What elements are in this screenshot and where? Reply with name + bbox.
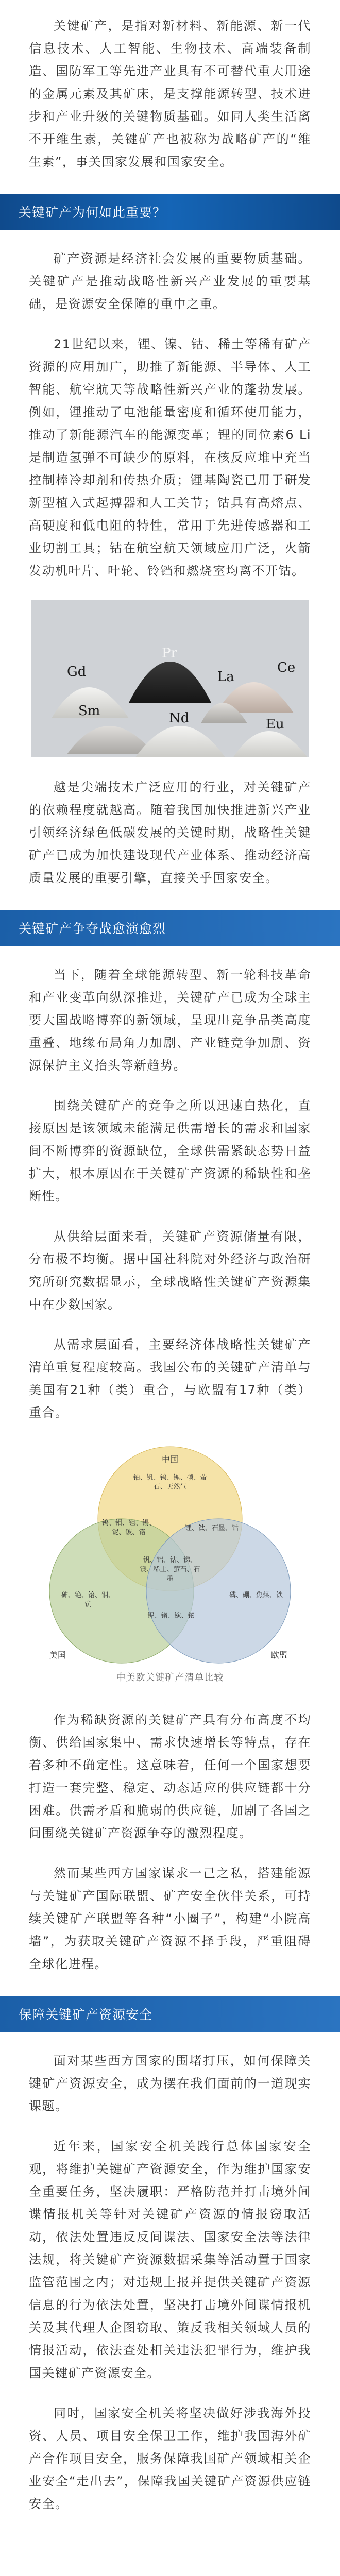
region-china-only: 铀、钒、钨、锂、磷、萤石、天然气 [133, 1474, 207, 1491]
element-label: Eu [266, 717, 284, 732]
article [0, 14, 340, 2515]
element-label: Gd [67, 664, 87, 680]
region-eu-only: 磷、硼、焦煤、铁 [229, 1591, 283, 1599]
section2-paragraph: 围绕关键矿产的竞争之所以迅速白热化，直接原因是该领域未能满足供需增长的需求和国家间不断博弈的资源缺位，全球供需紧缺态势日益扩大，根本原因在于关键矿产资源的稀缺性和垄断性。 [29, 1098, 311, 1204]
section2-paragraph: 然而某些西方国家谋求一己之私，搭建能源与关键矿产国际联盟、矿产安全伙伴关系，可持续关键矿产联盟等各种“小圈子”，构建“小院高墙”，为获取关键矿产资源不择手段，严重阻碍全球化进程。 [29, 1866, 311, 1971]
rare-earth-photo [31, 600, 309, 757]
region-china-eu: 锂、钛、石墨、钴 [184, 1524, 239, 1532]
section2-paragraph: 当下，随着全球能源转型、新一轮科技革命和产业变革向纵深推进，关键矿产已成为全球主要大国战略博弈的新领域，呈现出竞争品类高度重叠、地缘布局角力加剧、产业链竞争加剧、资源保护主义抬头等新趋势。 [29, 968, 311, 1073]
region-us-eu: 铌、锗、镓、铋 [147, 1612, 195, 1620]
section-title-bar [0, 910, 340, 946]
set-label-us: 美国 [49, 1650, 66, 1660]
element-label: Ce [277, 660, 296, 675]
element-label: Sm [78, 703, 100, 719]
venn-diagram [29, 1442, 311, 1690]
section1-paragraph: 矿产资源是经济社会发展的重要物质基础。关键矿产是推动战略性新兴产业发展的重要基础，是资源安全保障的重中之重。 [29, 251, 311, 311]
region-us-only: 砷、铯、铪、铟、钪 [61, 1591, 115, 1608]
section2-paragraph: 从供给层面来看，关键矿产资源储量有限，分布极不均衡。据中国社科院对外经济与政治研究所研究数据显示，全球战略性关键矿产资源集中在少数国家。 [29, 1229, 311, 1312]
section2-paragraph: 作为稀缺资源的关键矿产具有分布高度不均衡、供给国家集中、需求快速增长等特点，存在着多种不确定性。这意味着，任何一个国家想要打造一套完整、稳定、动态适应的供应链都十分困难。供需矛盾和脆弱的供应链，加剧了各国之间围绕关键矿产资源争夺的激烈程度。 [29, 1713, 311, 1840]
section3-paragraph: 近年来，国家安全机关践行总体国家安全观，将维护关键矿产资源安全，作为维护国家安全重要任务，坚决履职：严格防范并打击境外间谍情报机关等针对关键矿产资源的情报窃取活动，依法处置违反反间谍法、国家安全法等法律法规，将关键矿产资源数据采集等活动置于国家监管范围之内；对违规上报并提供关键矿产资源信息的行为依法处置，坚决打击境外间谍情报机关及其代理人企图窃取、策反我相关领域人员的情报活动，依法查处相关违法犯罪行为，维护我国关键矿产资源安全。 [29, 2139, 311, 2380]
element-label: Nd [169, 710, 190, 726]
section-title-bar [0, 194, 340, 230]
set-label-china: 中国 [161, 1454, 179, 1464]
region-all-three: 钒、铝、钴、锑、镁、稀土、萤石、石墨 [140, 1556, 200, 1583]
venn-svg [29, 1442, 311, 1668]
rare-earth-piles-illustration [31, 600, 309, 757]
section-title: 关键矿产争夺战愈演愈烈 [19, 921, 166, 936]
element-label: Pr [162, 646, 177, 661]
section3-paragraph: 面对某些西方国家的围堵打压，如何保障关键矿产资源安全，成为摆在我们面前的一道现实课题。 [29, 2054, 311, 2113]
section-title: 关键矿产为何如此重要？ [19, 205, 166, 220]
intro-paragraph: 关键矿产，是指对新材料、新能源、新一代信息技术、人工智能、生物技术、高端装备制造、国防军工等先进产业具有不可替代重大用途的金属元素及其矿床，是支撑能源转型、技术进步和产业升级的关键物质基础。如同人类生活离不开维生素，关键矿产也被称为战略矿产的“维生素”，事关国家发展和国家安全。 [29, 19, 311, 169]
section2-paragraph: 从需求层面看，主要经济体战略性关键矿产清单重复程度较高。我国公布的关键矿产清单与美国有21种（类）重合，与欧盟有17种（类）重合。 [29, 1337, 311, 1420]
section-title: 保障关键矿产资源安全 [19, 2007, 153, 2022]
section1-paragraph: 越是尖端技术广泛应用的行业，对关键矿产的依赖程度就越高。随着我国加快推进新兴产业引领经济绿色低碳发展的关键时期，战略性关键矿产已成为加快建设现代产业体系、推动经济高质量发展的重要引擎，直接关乎国家安全。 [29, 780, 311, 885]
section1-paragraph: 21世纪以来，锂、镍、钴、稀土等稀有矿产资源的应用加广，助推了新能源、半导体、人工智能、航空航天等战略性新兴产业的蓬勃发展。例如，锂推动了电池能量密度和循环使用能力，推动了新能源汽车的能源变革；锂的同位素6 Li是制造氢弹不可缺少的原料，在核反应堆中充当控制棒冷却剂和传热介质；锂基陶瓷已用于研发新型植入式起搏器和人工关节；钴具有高熔点、高硬度和低电阻的特性，常用于先进传感器和工业切割工具；钴在航空航天领域应用广泛，火箭发动机叶片、叶轮、铃铛和燃烧室均离不开钴。 [29, 337, 311, 578]
region-china-us: 钨、钼、钽、锡、铌、铍、铬 [101, 1519, 156, 1536]
diagram-caption: 中美欧关键矿产清单比较 [116, 1672, 224, 1683]
set-label-eu: 欧盟 [271, 1650, 288, 1660]
element-label: La [217, 669, 234, 685]
section-title-bar [0, 1996, 340, 2032]
section3-paragraph: 同时，国家安全机关将坚决做好涉我海外投资、人员、项目安全保卫工作，维护我国海外矿产合作项目安全，服务保障我国矿产领域相关企业安全“走出去”，保障我国关键矿产资源供应链安全。 [29, 2406, 311, 2511]
